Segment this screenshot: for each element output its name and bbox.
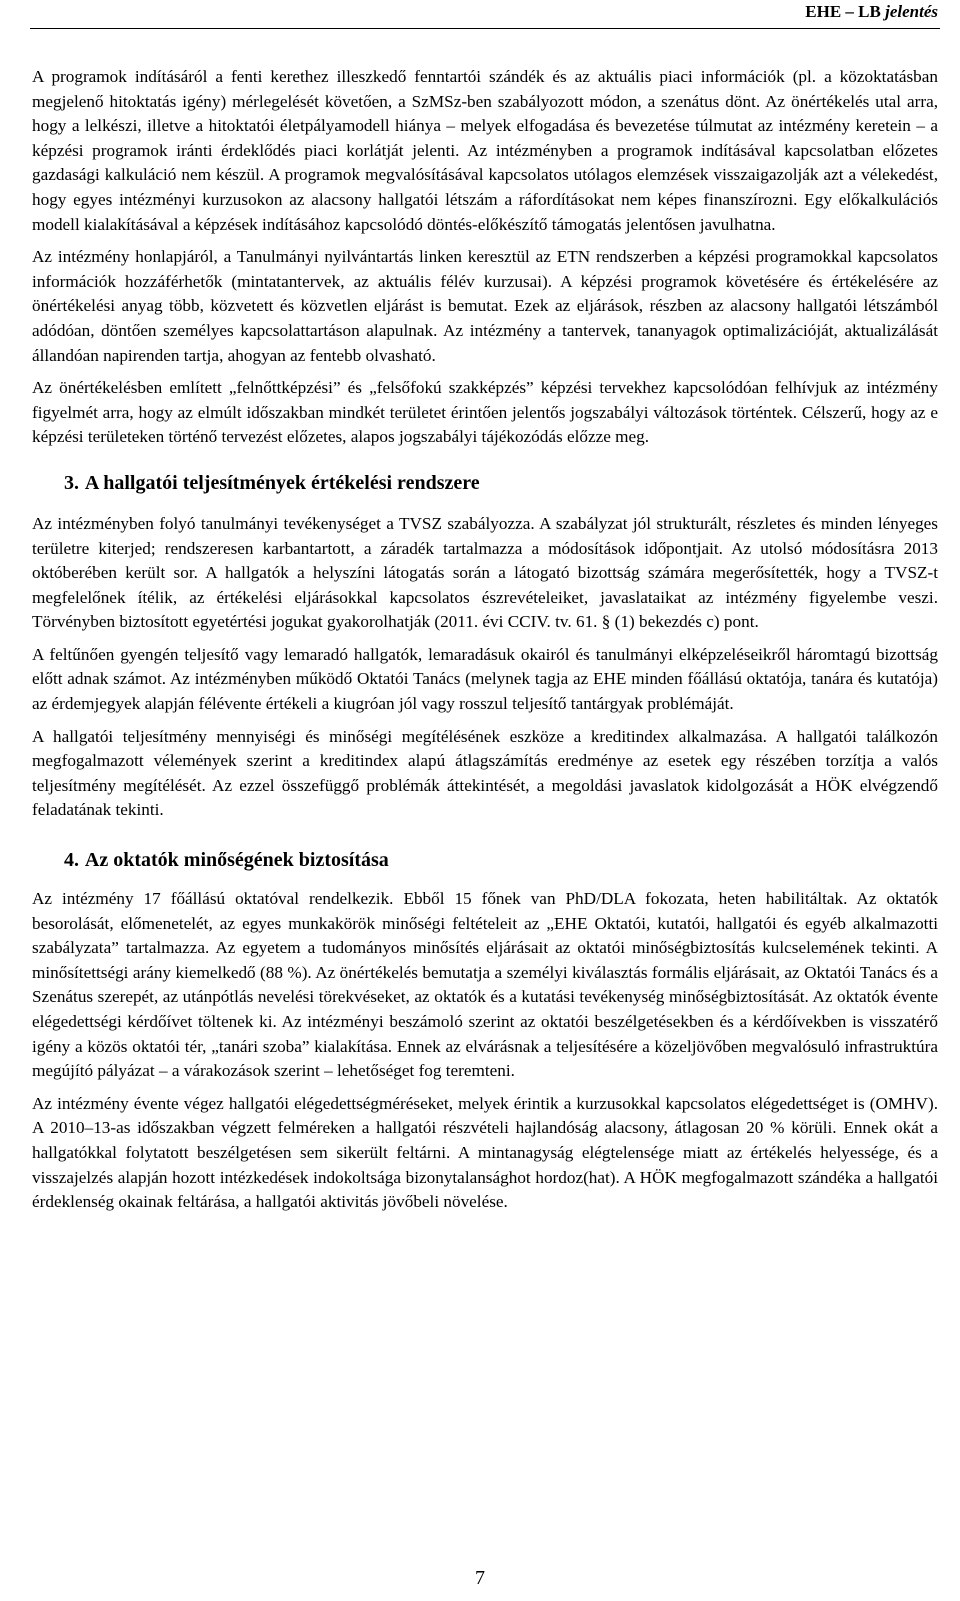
header-prefix: EHE – LB bbox=[805, 2, 886, 21]
section-4-number: 4. bbox=[64, 849, 79, 872]
header-rule bbox=[30, 28, 940, 29]
document-body bbox=[32, 65, 938, 1223]
section-3-heading bbox=[32, 470, 938, 496]
header-suffix: jelentés bbox=[885, 2, 938, 21]
section-3-title: A hallgatói teljesítmények értékelési rendszere bbox=[84, 471, 480, 494]
section-4-heading bbox=[32, 847, 938, 873]
section-4-paragraph-1: Az intézmény 17 főállású oktatóval rendelkezik. Ebből 15 főnek van PhD/DLA fokozata, heten habilitáltak. Az oktatók besorolását, előmenetelét, az egyes munkakörök minőségi feltételeit az „EHE Oktatói, kutatói, hallgatói és egyéb alkalmazotti szabályzata” tartalmazza. Az egyetem a tudományos minősítés eljárásait az oktatói minőségbiztosítás kulcselemének tekinti. A minősítettségi arány kiemelkedő (88 %). Az önértékelés bemutatja a személyi kiválasztás formális eljárásait, az Oktatói Tanács és a Szenátus szerepét, az utánpótlás nevelési törekvéseket, az oktatók és a kutatási tevékenység minőségbiztosítását. Az oktatók évente elégedettségi kérdőívet töltenek ki. Az intézményi beszámoló szerint az oktatói beszélgetésekben és a kérdőívekben is visszatérő igény a közös oktatói tér, „tanári szoba” kialakítása. Ennek az elvárásnak a teljesítésére a közeljövőben megvalósuló infrastruktúra megújító pályázat – a várakozások szerint – lehetőséget fog teremteni. bbox=[32, 889, 938, 1081]
intro-paragraph-1: A programok indításáról a fenti kerethez illeszkedő fenntartói szándék és az aktuális piaci információk (pl. a közoktatásban megjelenő hitoktatás igény) mérlegelését követően, a SzMSz-ben szabályozott módon, a szenátus dönt. Az önértékelés utal arra, hogy a lelkészi, illetve a hitoktatói életpályamodell hiánya – melyek elfogadása és bevezetése túlmutat az intézmény keretein – a képzési programok iránti érdeklődés piaci korlátját jelenti. Az intézményben a programok indításával kapcsolatban előzetes gazdasági kalkuláció nem készül. A programok megvalósításával kapcsolatos utólagos elemzések visszaigazolják azt a vélekedést, hogy egyes intézményi kurzusokon az alacsony hallgatói létszám a ráfordításokat nem képes finanszírozni. Egy előkalkulációs modell kialakításával a képzések indításához kapcsolódó döntés-előkészítő támogatás jelentősen javulhatna. bbox=[32, 67, 938, 234]
section-3-number: 3. bbox=[64, 471, 79, 494]
intro-paragraph-2: Az intézmény honlapjáról, a Tanulmányi nyilvántartás linken keresztül az ETN rendszerben a képzési programokkal kapcsolatos információk hozzáférhetők (mintatantervek, az aktuális félév kurzusai). A képzési programok követésére és értékelésére az önértékelési anyag több, közvetett és közvetlen eljárást is bemutat. Ezek az eljárások, részben az alacsony hallgatói létszámból adódóan, döntően személyes kapcsolattartáson alapulnak. Az intézmény a tantervek, tananyagok optimalizációját, aktualizálását állandóan napirenden tartja, ahogyan az fentebb olvasható. bbox=[32, 247, 938, 365]
section-4-title: Az oktatók minőségének biztosítása bbox=[84, 849, 389, 872]
intro-paragraph-3: Az önértékelésben említett „felnőttképzési” és „felsőfokú szakképzés” képzési tervekhez kapcsolódóan felhívjuk az intézmény figyelmét arra, hogy az elmúlt időszakban mindkét területet érintően jelentős jogszabályi változások történtek. Célszerű, hogy az e képzési területeken történő tervezést előzetes, alapos jogszabályi tájékozódás előzze meg. bbox=[32, 378, 938, 447]
section-4-paragraph-2: Az intézmény évente végez hallgatói elégedettségméréseket, melyek érintik a kurzusokkal kapcsolatos elégedettséget is (OMHV). A 2010–13-as időszakban végzett felméreken a hallgatói részvételi hajlandóság alacsony, átlagosan 20 % körüli. Ennek okát a hallgatókkal folytatott beszélgetésen sem sikerült feltárni. A mintanagyság elégtelensége miatt az értékelés helyessége, és a visszajelzés alapján hozott intézkedések indokoltsága bizonytalansághot hordoz(hat). A HÖK megfogalmazott szándéka a hallgatói érdeklenség okainak feltárása, a hallgatói aktivitás jövőbeli növelése. bbox=[32, 1093, 938, 1212]
section-3-paragraph-2: A feltűnően gyengén teljesítő vagy lemaradó hallgatók, lemaradásuk okairól és tanulmányi elképzeléseikről háromtagú bizottság előtt adnak számot. Az intézményben működő Oktatói Tanács (melynek tagja az EHE minden főállású oktatója, tanára és kutatója) az érdemjegyek alapján félévente értékeli a kiugróan jól vagy rosszul teljesítő tantárgyak problémáját. bbox=[32, 644, 938, 714]
running-header bbox=[0, 0, 938, 23]
page-number: 7 bbox=[475, 1567, 485, 1589]
section-3-paragraph-1: Az intézményben folyó tanulmányi tevékenységet a TVSZ szabályozza. A szabályzat jól strukturált, részletes és minden lényeges területre kiterjed; rendszeresen karbantartott, a záradék tartalmazza a módosítások időpontjait. Az utolsó módosításra 2013 októberében került sor. A hallgatók a helyszíni látogatás során a látogató bizottság számára megerősítették, hogy a TVSZ-t megfelelőnek ítélik, az értékelési eljárásokkal kapcsolatos észrevételeiket, javaslataikat az intézmény figyelembe veszi. Törvényben biztosított egyetértési jogukat gyakorolhatják (2011. évi CCIV. tv. 61. § (1) bekezdés c) pont. bbox=[32, 513, 938, 632]
section-3-paragraph-3: A hallgatói teljesítmény mennyiségi és minőségi megítélésének eszköze a kreditindex alkalmazása. A hallgatói találkozón megfogalmazott vélemények szerint a kreditindex alapú átlagszámítás eredménye az esetek egy részében torzítja a valós teljesítmény megítélését. Az ezzel összefüggő problémák áttekintését, a megoldási javaslatok kidolgozását a HÖK elvégzendő feladatának tekinti. bbox=[32, 726, 938, 820]
